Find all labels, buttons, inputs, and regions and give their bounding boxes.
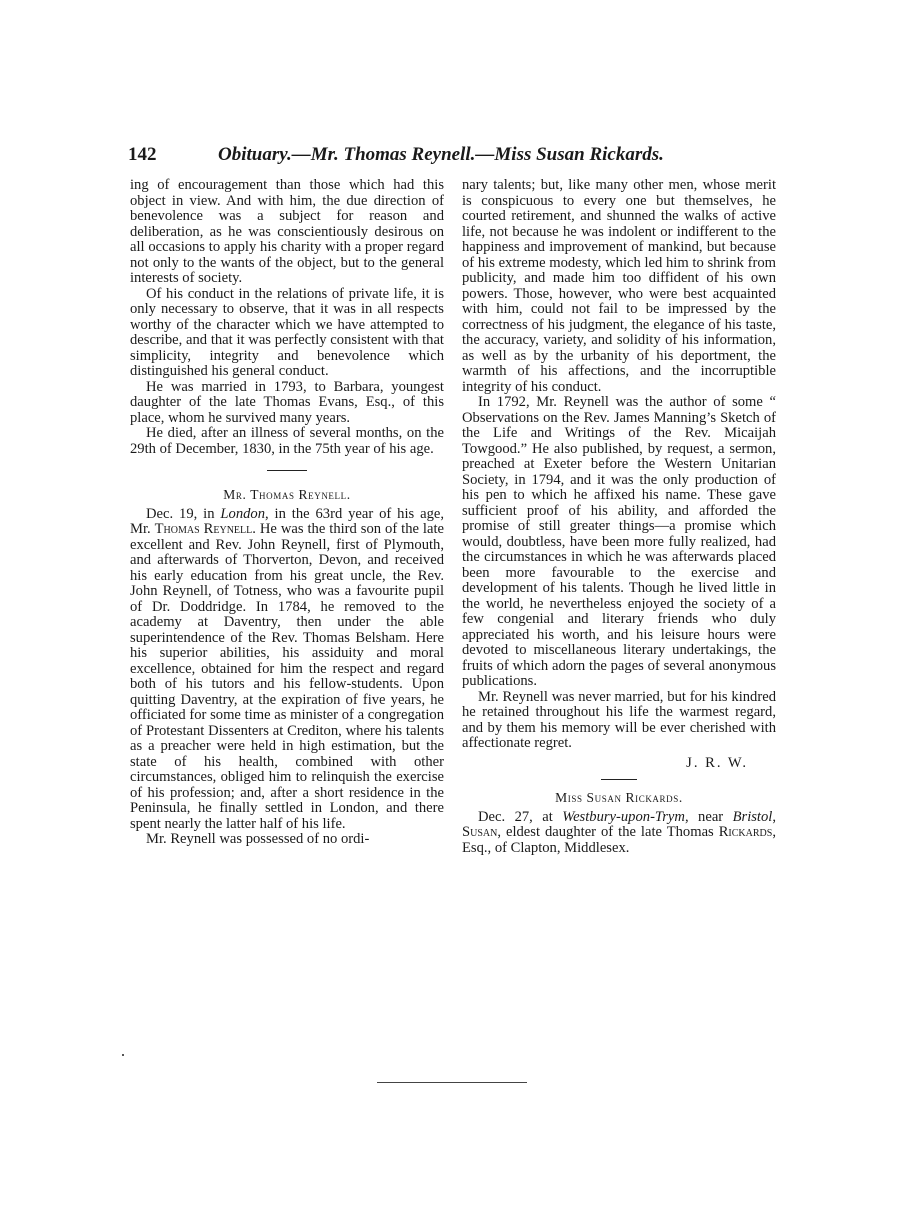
page-header (128, 144, 788, 170)
paragraph: ing of encouragement than those which had this object in view. And with him, the due direction of benevolence was a subject for reason and deliberation, as he was conscientiously desirous on all occasions to apply his charity with a proper regard not only to the wants of the object, but to the general interests of society. (130, 177, 444, 286)
paragraph: Mr. Reynell was never married, but for his kindred he retained throughout his life the warmest regard, and by them his memory will be ever cherished with affectionate regret. (462, 688, 776, 751)
person-name: Susan (462, 824, 498, 840)
text-run: . He was the third son of the late excellent and Rev. John Reynell, first of Plymouth, and afterwards of Thorverton, Devon, and received his early education from his great uncle, the Rev. John Reynell, of Totness, who was a favourite pupil of Dr. Doddridge. In 1784, he removed to the academy at Daventry, then under the able superintendence of the Rev. Thomas Belsham. Here his superior abilities, his assiduity and moral excellence, obtained for him the respect and regard both of his tutors and his fellow-students. Upon quitting Daventry, at the expiration of five years, he officiated for some time as minister of a congregation of Protestant Dissenters at Crediton, where his talents as a preacher were held in high estimation, but the state of his health, combined with other circumstances, obliged him to relinquish the exercise of his profession; and, after a short residence in the Peninsula, he finally settled in London, and there spent nearly the latter half of his life. (130, 521, 445, 832)
obituary-heading-rickards: Miss Susan Rickards. (555, 790, 683, 805)
paragraph (462, 810, 776, 857)
paragraph: Mr. Reynell was possessed of no ordi- (146, 831, 370, 847)
section-divider (601, 779, 637, 780)
running-title: Obituary.—Mr. Thomas Reynell.—Miss Susan Rickards. (218, 144, 664, 165)
paragraph: Of his conduct in the relations of private life, it is only necessary to observe, that it was in all respects worthy of the character which we have attempted to describe, and that it was perfectly consistent with that simplicity, integrity and benevolence which distinguished his general conduct. (130, 285, 444, 379)
obituary-heading-reynell: Mr. Thomas Reynell. (223, 487, 351, 502)
text-run: , Esq., of Clapton, Middlesex. (462, 824, 776, 856)
text-run: , near (684, 808, 733, 825)
text-run: Dec. 19, in (146, 505, 221, 522)
section-divider (267, 470, 307, 471)
ink-speck (122, 1054, 124, 1056)
footer-rule (377, 1082, 527, 1083)
place-name: Westbury-upon-Trym (562, 808, 685, 825)
author-signature: J. R. W. (686, 754, 748, 771)
place-name: London (220, 505, 266, 522)
person-name: Rickards (718, 824, 773, 840)
left-column (130, 178, 444, 848)
right-column (462, 178, 776, 856)
place-name: Bristol (732, 808, 773, 825)
text-run: , in the 63rd year of his age, Mr. (130, 505, 444, 537)
text-run: , eldest daughter of the late Thomas (497, 824, 719, 840)
paragraph: He was married in 1793, to Barbara, youngest daughter of the late Thomas Evans, Esq., of this place, whom he survived many years. (130, 378, 444, 426)
person-name: Thomas Reynell (154, 521, 253, 537)
text-run: , (772, 808, 776, 825)
paragraph: nary talents; but, like many other men, whose merit is conspicuous to every one but themselves, he courted retirement, and shunned the walks of active life, not because he was indolent or indifferent to the happiness and improvement of mankind, but because of his extreme modesty, which led him to shrink from publicity, and made him too diffident of his own powers. Those, however, who were best acquainted with him, could not fail to be impressed by the correctness of his judgment, the elegance of his taste, the accuracy, variety, and solidity of his information, as well as by the urbanity of his deportment, the warmth of his affections, and the incorruptible integrity of his conduct. (462, 177, 776, 395)
paragraph: In 1792, Mr. Reynell was the author of some “ Observations on the Rev. James Manning’s Sketch of the Life and Writings of the Rev. Micaijah Towgood.” He also published, by request, a sermon, preached at Exeter before the Western Unitarian Society, in 1794, and it was the only production of his pen to which he affixed his name. These gave sufficient proof of his ability, and afforded the promise of still greater things—a promise which would, doubtless, have been more fully realized, had the circumstances in which he was afterwards placed been more favourable to the exercise and development of his talents. Though he lived little in the world, he nevertheless enjoyed the society of a few congenial and literary friends who duly appreciated his worth, and his leisure hours were devoted to miscellaneous literary undertakings, the fruits of which adorn the pages of several anonymous publications. (462, 394, 776, 689)
text-run: Dec. 27, at (478, 808, 563, 825)
page-number: 142 (128, 144, 157, 165)
paragraph (130, 507, 444, 833)
paragraph: He died, after an illness of several months, on the 29th of December, 1830, in the 75th year of his age. (130, 425, 444, 457)
